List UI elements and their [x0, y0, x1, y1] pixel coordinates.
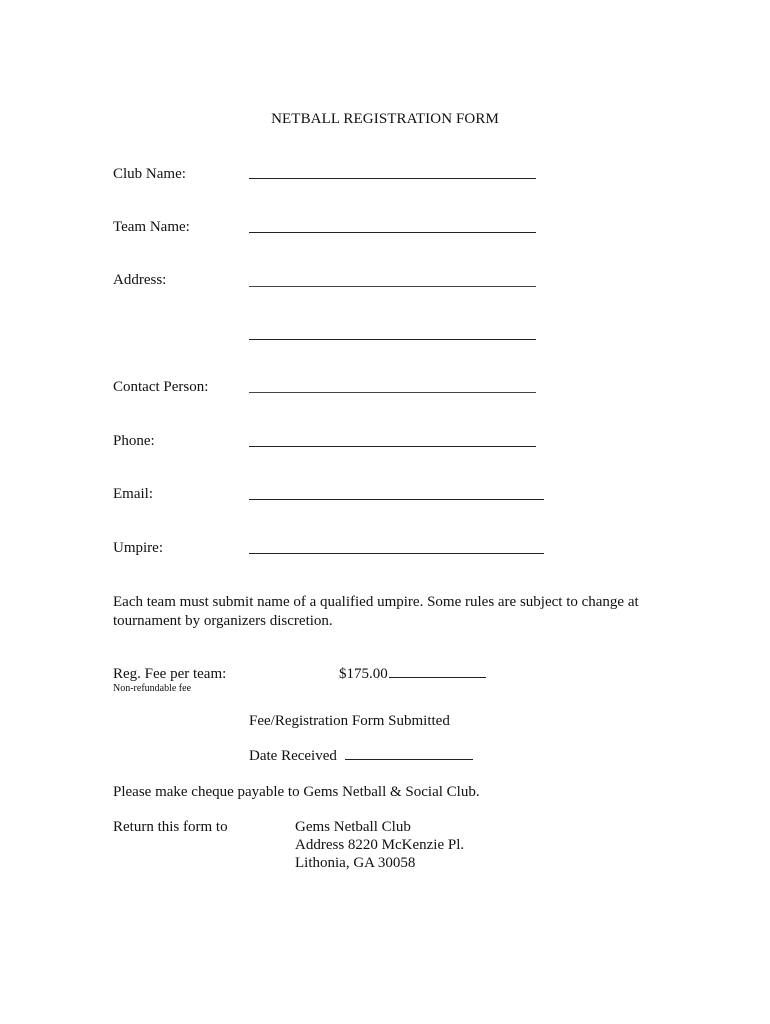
return-address-line: Address 8220 McKenzie Pl. — [295, 837, 465, 853]
umpire-field[interactable] — [249, 553, 544, 554]
return-address-line: Lithonia, GA 30058 — [295, 855, 416, 871]
contact-person-field[interactable] — [249, 392, 536, 393]
address-field-line1[interactable] — [249, 286, 536, 287]
fee-amount — [339, 667, 486, 682]
umpire-notice: Each team must submit name of a qualified umpire. Some rules are subject to change at tournament by organizers discretion. — [113, 594, 639, 629]
fee-amount-value: $175.00 — [339, 666, 388, 682]
club-name-field[interactable] — [249, 178, 536, 179]
fee-amount-blank — [389, 677, 486, 678]
date-received-field[interactable] — [345, 759, 473, 760]
contact-person-label: Contact Person: — [113, 379, 209, 395]
team-name-label: Team Name: — [113, 219, 190, 235]
address-label: Address: — [113, 272, 167, 288]
date-received — [249, 749, 473, 764]
address-field-line2[interactable] — [249, 339, 536, 340]
return-label: Return this form to — [113, 819, 228, 835]
club-name-label: Club Name: — [113, 166, 186, 182]
payment-note: Please make cheque payable to Gems Netball & Social Club. — [113, 784, 480, 800]
date-received-label: Date Received — [249, 748, 337, 764]
phone-field[interactable] — [249, 446, 536, 447]
return-address-line: Gems Netball Club — [295, 819, 411, 835]
fee-note: Non-refundable fee — [113, 683, 192, 694]
form-submitted-label: Fee/Registration Form Submitted — [249, 713, 450, 729]
form-title: NETBALL REGISTRATION FORM — [271, 111, 499, 127]
email-field[interactable] — [249, 499, 544, 500]
umpire-label: Umpire: — [113, 540, 163, 556]
fee-label: Reg. Fee per team: — [113, 666, 227, 682]
team-name-field[interactable] — [249, 232, 536, 233]
email-label: Email: — [113, 486, 153, 502]
phone-label: Phone: — [113, 433, 155, 449]
